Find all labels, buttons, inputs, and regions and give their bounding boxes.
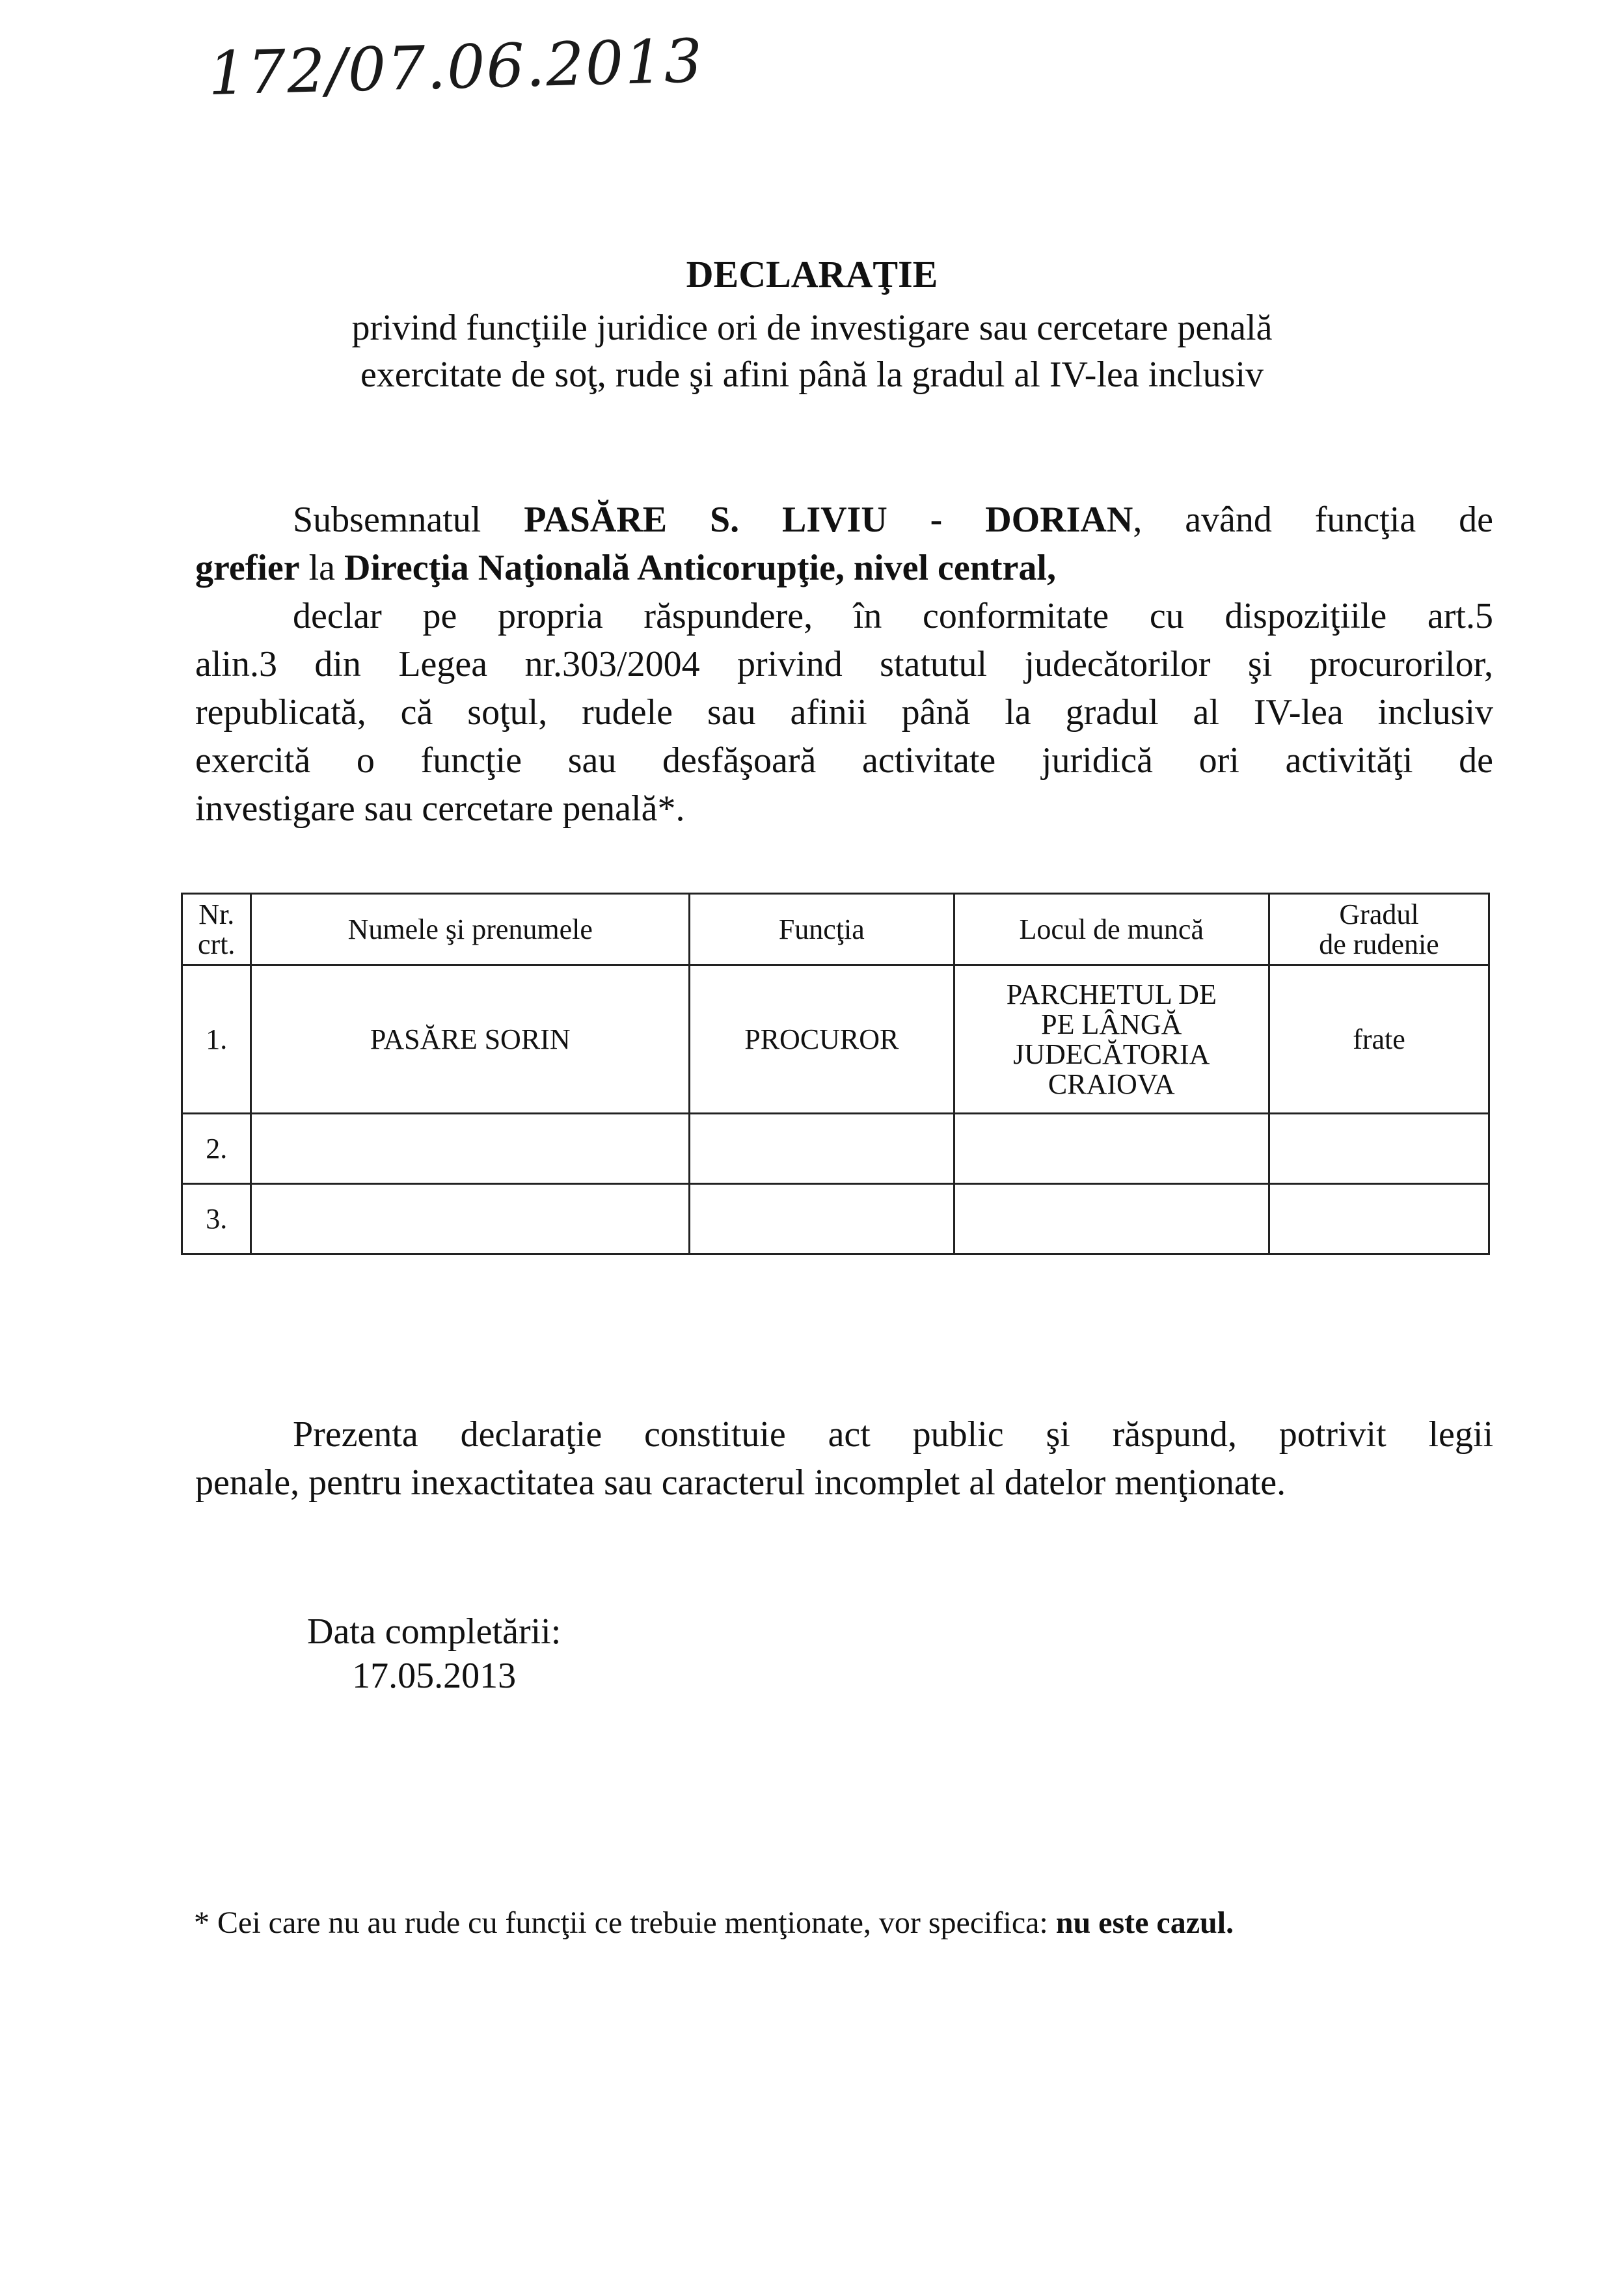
declaration-line-1 [195, 496, 1493, 544]
declaration-line-3: declar pe propria răspundere, în conformitate cu dispoziţiile art.5 [293, 596, 1493, 636]
completion-date-label: Data completării: [307, 1611, 562, 1652]
header-workplace: Locul de muncă [954, 894, 1269, 965]
table-row [182, 1184, 1489, 1254]
cell-nr: 1. [182, 965, 251, 1114]
declaration-line-7: investigare sau cercetare penală*. [195, 788, 685, 829]
relatives-table [181, 893, 1490, 1255]
cell-nr: 2. [182, 1114, 251, 1184]
cell-degree: frate [1269, 965, 1489, 1114]
table-row [182, 1114, 1489, 1184]
header-degree: Gradul de rudenie [1269, 894, 1489, 965]
cell-workplace [954, 1114, 1269, 1184]
subtitle-line-2: exercitate de soţ, rude şi afini până la gradul al IV-lea inclusiv [360, 355, 1264, 395]
completion-date-block [307, 1610, 561, 1698]
public-act-statement [195, 1410, 1493, 1507]
declaration-paragraph [195, 496, 1493, 833]
at-word: la [299, 548, 345, 588]
statement-line-1: Prezenta declaraţie constituie act public şi răspund, potrivit legii [293, 1414, 1493, 1455]
cell-name [251, 1114, 690, 1184]
cell-function [690, 1184, 954, 1254]
header-name: Numele şi prenumele [251, 894, 690, 965]
declaration-line-2 [195, 544, 1493, 592]
position-intro: , având funcţia de [1133, 500, 1493, 540]
cell-degree [1269, 1114, 1489, 1184]
declarant-intro: Subsemnatul [293, 500, 524, 540]
header-function: Funcţia [690, 894, 954, 965]
cell-name: PASĂRE SORIN [251, 965, 690, 1114]
document-subtitle [0, 304, 1624, 398]
table-header-row [182, 894, 1489, 965]
handwritten-registration-number: 172/07.06.2013 [207, 26, 705, 109]
cell-workplace [954, 1184, 1269, 1254]
cell-nr: 3. [182, 1184, 251, 1254]
declarant-institution: Direcţia Naţională Anticorupţie, nivel central, [344, 548, 1056, 588]
footnote [194, 1905, 1495, 1941]
cell-degree [1269, 1184, 1489, 1254]
cell-function: PROCUROR [690, 965, 954, 1114]
cell-workplace: PARCHETUL DE PE LÂNGĂ JUDECĂTORIA CRAIOVA [954, 965, 1269, 1114]
declaration-line-4: alin.3 din Legea nr.303/2004 privind statutul judecătorilor şi procurorilor, [195, 644, 1493, 684]
cell-function [690, 1114, 954, 1184]
declaration-line-5: republicată, că soţul, rudele sau afinii până la gradul al IV-lea inclusiv [195, 692, 1493, 733]
statement-line-2: penale, pentru inexactitatea sau caracterul incomplet al datelor menţionate. [195, 1462, 1286, 1503]
footnote-text: * Cei care nu au rude cu funcţii ce trebuie menţionate, vor specifica: [194, 1906, 1056, 1940]
completion-date-value: 17.05.2013 [352, 1656, 517, 1696]
declarant-name: PASĂRE S. LIVIU - DORIAN [524, 500, 1133, 540]
declarant-position: grefier [195, 548, 300, 588]
subtitle-line-1: privind funcţiile juridice ori de investigare sau cercetare penală [351, 308, 1273, 348]
declaration-line-6: exercită o funcţie sau desfăşoară activitate juridică ori activităţi de [195, 740, 1493, 781]
header-nr: Nr. crt. [182, 894, 251, 965]
document-title: DECLARAŢIE [686, 253, 938, 295]
footnote-emphasis: nu este cazul. [1055, 1906, 1234, 1940]
table-row [182, 965, 1489, 1114]
cell-name [251, 1184, 690, 1254]
